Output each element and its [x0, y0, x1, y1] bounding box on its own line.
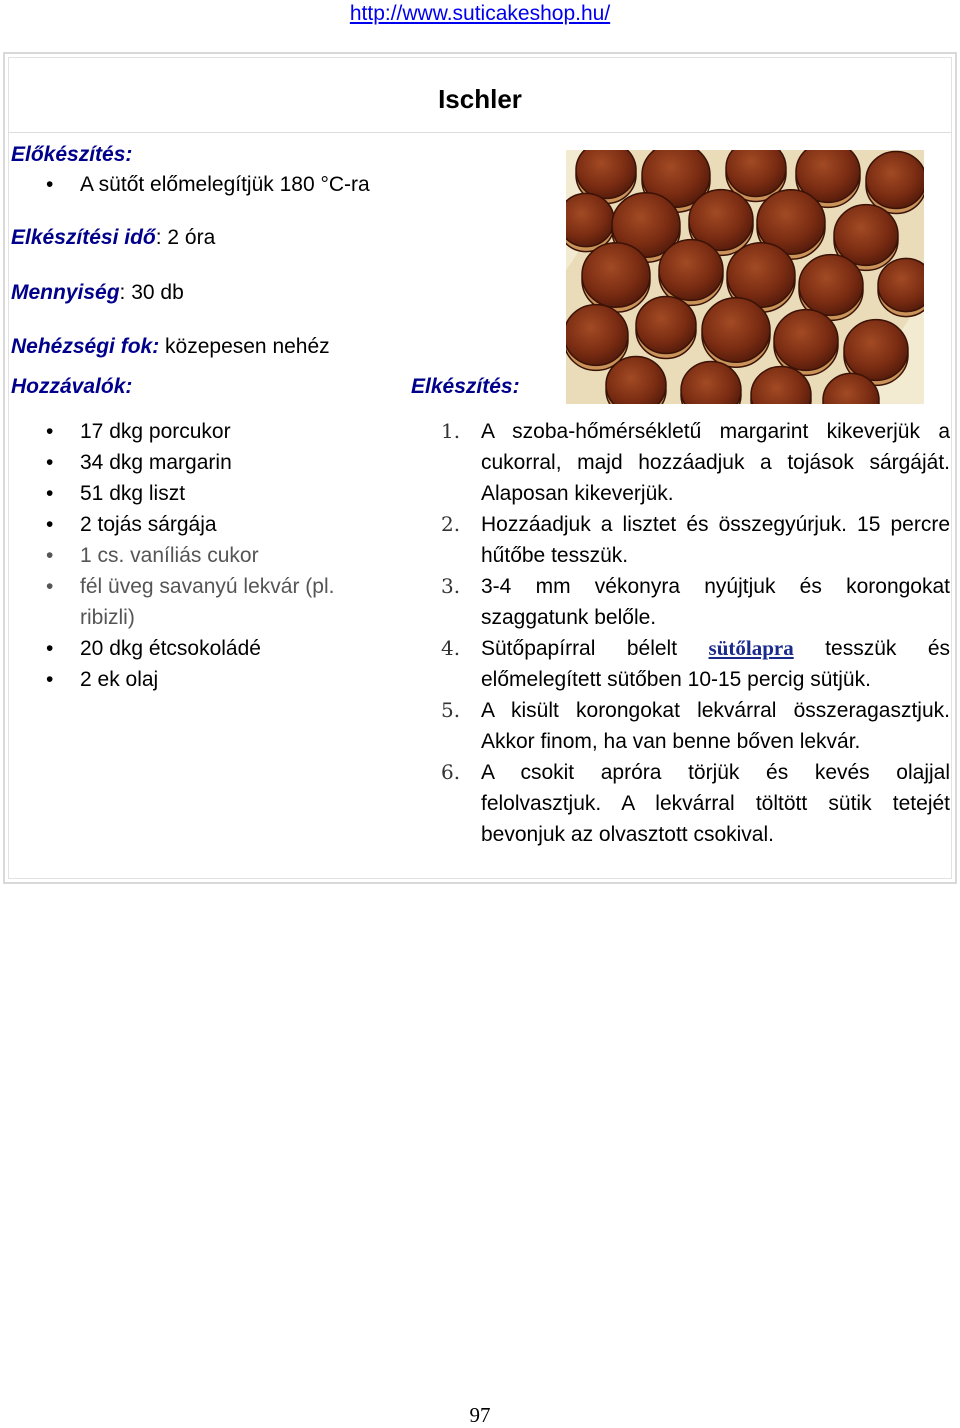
- method-step: 4. Sütőpapírral bélelt sütőlapra tesszük és előmelegített sütőben 10-15 percig sütjük.: [441, 636, 951, 691]
- difficulty-label: Nehézségi fok:: [11, 335, 160, 358]
- preparation-item: • A sütőt előmelegítjük 180 °C-ra: [11, 171, 396, 198]
- page-number: 97: [469, 1403, 491, 1427]
- preparation-heading: Előkészítés:: [11, 143, 133, 166]
- cookie-photo-illustration: [566, 150, 924, 404]
- cookie-top: [844, 320, 908, 381]
- ingredient-item: • 2 tojás sárgája: [11, 509, 391, 540]
- ingredient-item: • 2 ek olaj: [11, 664, 391, 695]
- ingredient-item: • 1 cs. vaníliás cukor: [11, 540, 391, 571]
- difficulty-value: közepesen nehéz: [159, 335, 330, 358]
- sutolap-link[interactable]: sütőlapra: [708, 636, 794, 660]
- cookie-top: [566, 193, 614, 246]
- time-value: : 2 óra: [155, 226, 216, 249]
- ingredients-heading: Hozzávalók:: [11, 375, 133, 398]
- cookie-top: [659, 240, 723, 301]
- time-label: Elkészítési idő: [11, 226, 156, 249]
- cookie-top: [576, 150, 636, 199]
- cookie-top: [866, 152, 924, 209]
- cookie-top: [799, 255, 863, 316]
- method-step: 5. A kisült korongokat lekvárral összeragasztjuk. Akkor finom, ha van benne bőven lekvár.: [441, 698, 950, 753]
- cookie-photo: [566, 150, 924, 404]
- quantity-row: [11, 281, 184, 305]
- method-step: 6. A csokit apróra törjük és kevés olajjal felolvasztjuk. A lekvárral töltött sütik tetejét bevonjuk az olvasztott csokival.: [441, 760, 950, 846]
- ingredient-item: • fél üveg savanyú lekvár (pl. ribizli): [11, 571, 391, 633]
- preparation-list: [11, 171, 396, 198]
- method-step: 3. 3-4 mm vékonyra nyújtjuk és korongokat szaggatunk belőle.: [441, 574, 950, 629]
- recipe-title: Ischler: [438, 84, 522, 114]
- method-heading: Elkészítés:: [411, 375, 520, 398]
- method-step: 2. Hozzáadjuk a lisztet és összegyúrjuk. 15 percre hűtőbe tesszük.: [441, 512, 950, 567]
- site-url-link[interactable]: http://www.suticakeshop.hu/: [349, 2, 611, 25]
- ingredient-item: • 34 dkg margarin: [11, 447, 391, 478]
- title-divider: [8, 132, 952, 133]
- quantity-label: Mennyiség: [11, 281, 120, 304]
- quantity-value: : 30 db: [119, 281, 184, 304]
- time-row: [11, 226, 215, 250]
- cookie-top: [636, 297, 696, 354]
- method-steps: [441, 416, 950, 850]
- difficulty-row: [11, 335, 330, 359]
- cookie-top: [702, 298, 770, 363]
- method-step: 1. A szoba-hőmérsékletű margarint kikeverjük a cukorral, majd hozzáadjuk a tojások sárgáját. Alaposan kikeverjük.: [441, 419, 950, 505]
- cookie-top: [566, 305, 628, 366]
- cookie-top: [774, 310, 838, 371]
- ingredient-item: • 51 dkg liszt: [11, 478, 391, 509]
- ingredient-item: • 20 dkg étcsokoládé: [11, 633, 391, 664]
- ingredients-list: [11, 416, 391, 695]
- ingredient-item: • 17 dkg porcukor: [11, 416, 391, 447]
- cookie-top: [582, 243, 650, 308]
